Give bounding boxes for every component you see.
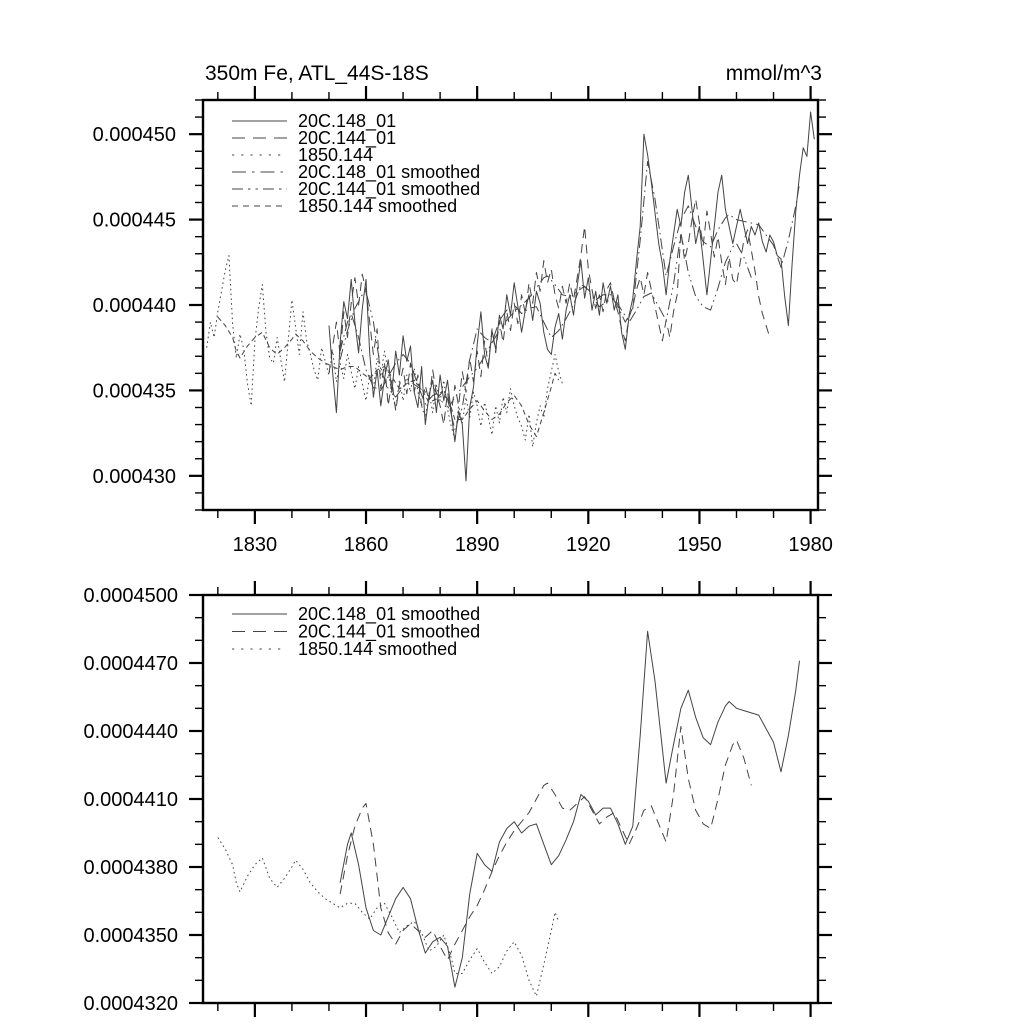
y-tick-label: 0.0004410 (83, 789, 178, 811)
series-20c-144-01 (329, 199, 770, 425)
y-tick-label: 0.000445 (92, 209, 176, 232)
legend-label: 20C.144_01 smoothed (298, 179, 481, 199)
legend-label: 1850.144 smoothed (298, 639, 458, 659)
plot-frame-bottom (203, 595, 818, 1003)
y-tick-label: 0.000430 (92, 465, 176, 488)
chart-top (93, 86, 833, 556)
y-tick-label: 0.000440 (92, 295, 176, 317)
y-tick-label: 0.000435 (92, 380, 176, 403)
y-tick-label: 0.0004380 (83, 857, 178, 879)
legend-label: 20C.148_01 smoothed (298, 604, 481, 624)
x-tick-label: 1980 (788, 534, 833, 556)
legend-label: 1850.144 smoothed (298, 196, 458, 216)
x-tick-label: 1830 (232, 534, 278, 556)
y-tick-label: 0.000450 (92, 124, 176, 147)
legend-label: 1850.144 (298, 145, 374, 165)
chart-title: 350m Fe, ATL_44S-18S (205, 62, 429, 85)
y-tick-label: 0.0004470 (83, 653, 178, 675)
legend-top (232, 111, 480, 216)
x-tick-label: 1890 (454, 534, 500, 556)
legend-label: 20C.148_01 smoothed (298, 162, 481, 182)
legend-label: 20C.144_01 smoothed (298, 621, 481, 642)
series-20c-144-01-smoothed (340, 233, 751, 409)
y-tick-label: 0.0004500 (83, 585, 178, 607)
y-tick-label: 0.0004320 (83, 993, 178, 1015)
legend-label: 20C.144_01 (298, 128, 397, 148)
legend-label: 20C.148_01 (298, 111, 397, 131)
series-20c-144-01-smoothed (340, 727, 751, 960)
legend-bottom (232, 604, 480, 659)
series-1850-144 (207, 256, 563, 447)
y-tick-label: 0.0004440 (83, 721, 178, 743)
series-20c-148-01-smoothed (340, 631, 799, 987)
units-label: mmol/m^3 (725, 62, 822, 85)
x-tick-label: 1920 (566, 534, 611, 556)
chart-bottom (83, 581, 832, 1017)
y-tick-label: 0.0004350 (83, 925, 178, 947)
x-tick-label: 1950 (677, 534, 722, 556)
x-tick-label: 1860 (343, 534, 389, 556)
plot-frame-top (203, 100, 818, 510)
